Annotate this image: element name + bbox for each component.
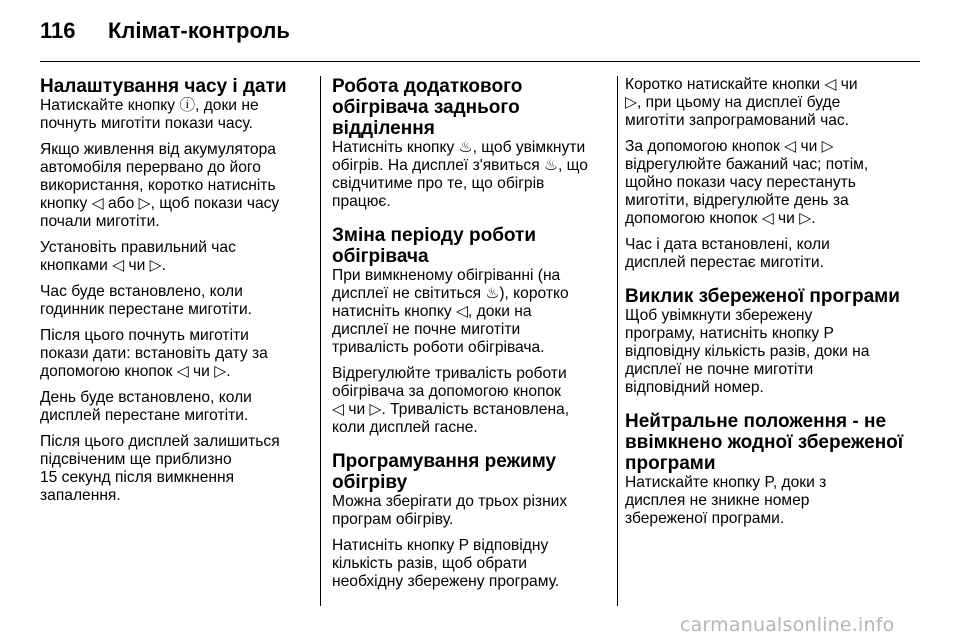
column-1: [40, 76, 312, 513]
paragraph: [40, 283, 312, 319]
text-line: Щоб увімкнути збережену: [625, 307, 813, 324]
text-line: дисплей перестане миготіти.: [40, 407, 249, 424]
text-line: працює.: [332, 193, 391, 210]
text-line: миготіти, відрегулюйте день за: [625, 192, 849, 209]
section-heading-neutral-position: [625, 411, 904, 474]
heading-line: відділення: [332, 118, 435, 139]
text-line: відповідний номер.: [625, 379, 764, 396]
text-line: За допомогою кнопок ◁ чи ▷: [625, 138, 834, 155]
text-line: годинник перестане миготіти.: [40, 301, 252, 318]
text-line: Можна зберігати до трьох різних: [332, 493, 568, 510]
text-line: Натисніть кнопку ♨, щоб увімкнути: [332, 139, 586, 156]
page-title: Клімат-контроль: [108, 18, 290, 43]
text-line: покази дати: встановіть дату за: [40, 345, 268, 362]
heading-line: Нейтральне положення - не: [625, 411, 887, 432]
text-line: відрегулюйте бажаний час; потім,: [625, 156, 869, 173]
page-header: [40, 18, 290, 48]
heading-line: Зміна періоду роботи: [332, 225, 537, 246]
text-line: кнопками ◁ чи ▷.: [40, 257, 166, 274]
heading-line: програми: [625, 453, 716, 474]
text-line: збереженої програми.: [625, 510, 785, 527]
text-line: дисплеї не почне миготіти: [625, 361, 814, 378]
text-line: Натисніть кнопку P відповідну: [332, 537, 549, 554]
section-heading-time-date: Налаштування часу і дати: [40, 76, 287, 97]
text-line: використання, коротко натисніть: [40, 177, 276, 194]
text-line: відповідну кількість разів, доки на: [625, 343, 870, 360]
text-line: Установіть правильний час: [40, 239, 236, 256]
page-number: 116: [40, 18, 76, 43]
text-line: почали миготіти.: [40, 213, 160, 230]
paragraph: [625, 76, 897, 130]
text-line: тривалість роботи обігрівача.: [332, 339, 545, 356]
watermark: carmanualsonline.info: [680, 614, 895, 636]
text-line: Після цього дисплей залишиться: [40, 433, 280, 450]
text-line: необхідну збережену програму.: [332, 573, 560, 590]
text-line: автомобіля перервано до його: [40, 159, 261, 176]
text-line: допомогою кнопок ◁ чи ▷.: [625, 210, 816, 227]
column-3: [625, 76, 904, 536]
text-line: коли дисплей гасне.: [332, 419, 478, 436]
text-line: Якщо живлення від акумулятора: [40, 141, 276, 158]
paragraph: [40, 97, 312, 133]
text-line: кількість разів, щоб обрати: [332, 555, 527, 572]
section-heading-heater-period: [332, 225, 604, 267]
text-line: дисплея не зникне номер: [625, 492, 810, 509]
text-line: допомогою кнопок ◁ чи ▷.: [40, 363, 231, 380]
column-divider: [320, 76, 321, 606]
text-line: натисніть кнопку ◁, доки на: [332, 303, 532, 320]
section-heading-heating-programming: [332, 451, 604, 493]
text-line: 15 секунд після вимкнення: [40, 469, 235, 486]
section-heading-rear-heater: [332, 76, 604, 139]
text-line: щойно покази часу перестануть: [625, 174, 856, 191]
text-line: підсвіченим ще приблизно: [40, 451, 232, 468]
paragraph: [332, 139, 604, 211]
heading-line: Робота додаткового: [332, 76, 523, 97]
text-line: дисплеї не світиться ♨), коротко: [332, 285, 569, 302]
paragraph: [625, 474, 897, 528]
section-heading-recall-program: [625, 286, 900, 307]
text-line: програм обігріву.: [332, 511, 454, 528]
paragraph: [332, 365, 604, 437]
paragraph: [40, 327, 312, 381]
text-line: Час буде встановлено, коли: [40, 283, 243, 300]
text-line: Натискайте кнопку P, доки з: [625, 474, 827, 491]
header-rule: [40, 61, 920, 62]
text-line: Відрегулюйте тривалість роботи: [332, 365, 567, 382]
heading-line: обігрівача: [332, 246, 429, 267]
paragraph: [332, 267, 604, 357]
text-line: Час і дата встановлені, коли: [625, 236, 830, 253]
text-line: програму, натисніть кнопку P: [625, 325, 834, 342]
paragraph: [40, 433, 312, 505]
text-line: ▷, при цьому на дисплеї буде: [625, 94, 841, 111]
text-line: дисплей перестає миготіти.: [625, 254, 824, 271]
text-line: Натискайте кнопку ⓘ, доки не: [40, 97, 259, 114]
text-line: День буде встановлено, коли: [40, 389, 252, 406]
text-line: Після цього почнуть миготіти: [40, 327, 249, 344]
heading-line: Програмування режиму: [332, 451, 557, 472]
column-2: [332, 76, 604, 599]
text-line: дисплеї не почне миготіти: [332, 321, 521, 338]
text-line: Коротко натискайте кнопки ◁ чи: [625, 76, 858, 93]
text-line: миготіти запрограмований час.: [625, 112, 850, 129]
paragraph: [625, 307, 897, 397]
text-line: обігрівача за допомогою кнопок: [332, 383, 561, 400]
paragraph: [625, 236, 897, 272]
text-line: ◁ чи ▷. Тривалість встановлена,: [332, 401, 570, 418]
text-line: кнопку ◁ або ▷, щоб покази часу: [40, 195, 280, 212]
paragraph: [40, 239, 312, 275]
column-divider: [617, 76, 618, 606]
paragraph: [332, 537, 604, 591]
text-line: запалення.: [40, 487, 121, 504]
paragraph: [40, 141, 312, 231]
text-line: почнуть миготіти покази часу.: [40, 115, 253, 132]
heading-line: Виклик збереженої програми: [625, 286, 900, 307]
paragraph: [40, 389, 312, 425]
text-line: обігрів. На дисплеї з'явиться ♨, що: [332, 157, 588, 174]
heading-line: ввімкнено жодної збереженої: [625, 432, 904, 453]
heading-line: обігріву: [332, 472, 408, 493]
paragraph: [332, 493, 604, 529]
text-line: свідчитиме про те, що обігрів: [332, 175, 545, 192]
heading-line: обігрівача заднього: [332, 97, 520, 118]
paragraph: [625, 138, 897, 228]
text-line: При вимкненому обігріванні (на: [332, 267, 561, 284]
